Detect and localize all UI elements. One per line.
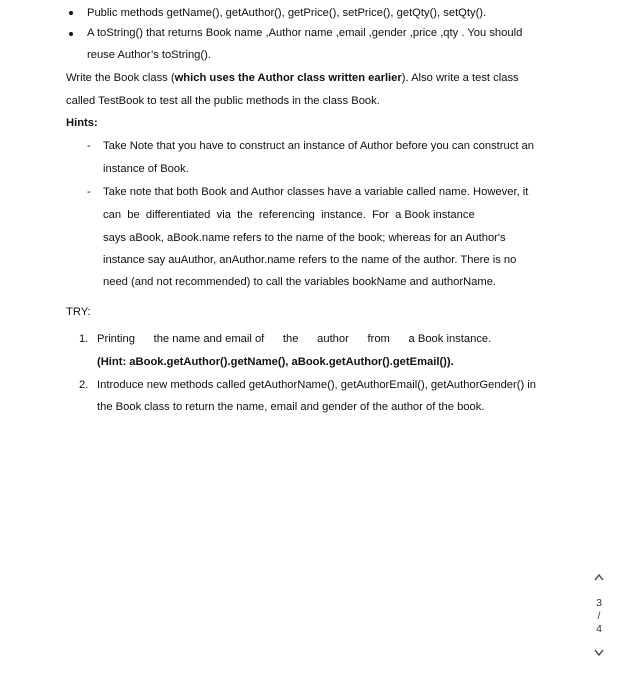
page-separator: /: [597, 610, 601, 622]
chevron-down-icon[interactable]: [592, 646, 606, 660]
try-1-hint: (Hint: aBook.getAuthor().getName(), aBook.getAuthor().getEmail()).: [97, 356, 454, 368]
page-navigator: [588, 570, 610, 660]
hint-dash: -: [87, 186, 91, 198]
hint-dash: -: [87, 140, 91, 152]
write-paragraph-line2: called TestBook to test all the public methods in the class Book.: [66, 95, 380, 107]
try-2-line1: Introduce new methods called getAuthorName(), getAuthorEmail(), getAuthorGender() in: [97, 379, 537, 391]
bullet-item-methods: Public methods getName(), getAuthor(), getPrice(), setPrice(), getQty(), setQty().: [87, 7, 487, 19]
hint-2-line1: Take note that both Book and Author classes have a variable called name. However, it: [103, 186, 529, 198]
chevron-up-icon[interactable]: [592, 570, 606, 584]
try-2-line2: the Book class to return the name, email and gender of the author of the book.: [97, 401, 485, 413]
hint-1-line2: instance of Book.: [103, 163, 189, 175]
bullet-item-tostring-cont: reuse Author’s toString().: [87, 49, 211, 61]
hint-1-line1: Take Note that you have to construct an instance of Author before you can construct an: [103, 140, 534, 152]
hints-heading: Hints:: [66, 117, 98, 129]
try-heading: TRY:: [66, 306, 91, 318]
try-1-line1: Printing the name and email of the author from a Book instance.: [97, 333, 492, 345]
write-paragraph-line1: [66, 70, 519, 86]
hint-2-line3: says aBook, aBook.name refers to the name of the book; whereas for an Author's: [103, 232, 506, 244]
write-text-pre: Write the Book class (: [66, 72, 175, 84]
try-item-number: 1.: [79, 333, 89, 345]
page-current: 3: [596, 597, 602, 609]
page-total: 4: [596, 623, 602, 635]
bullet-dot: [69, 11, 73, 15]
hint-2-line4: instance say auAuthor, anAuthor.name refers to the name of the author. There is no: [103, 254, 517, 266]
write-text-bold: which uses the Author class written earlier: [174, 72, 402, 84]
bullet-dot: [69, 32, 73, 36]
write-text-post: ). Also write a test class: [401, 72, 519, 84]
try-item-number: 2.: [79, 379, 89, 391]
hint-2-line5: need (and not recommended) to call the variables bookName and authorName.: [103, 276, 497, 288]
bullet-item-tostring: A toString() that returns Book name ,Author name ,email ,gender ,price ,qty . You should: [87, 27, 523, 39]
hint-2-line2: can be differentiated via the referencing instance. For a Book instance: [103, 209, 475, 221]
